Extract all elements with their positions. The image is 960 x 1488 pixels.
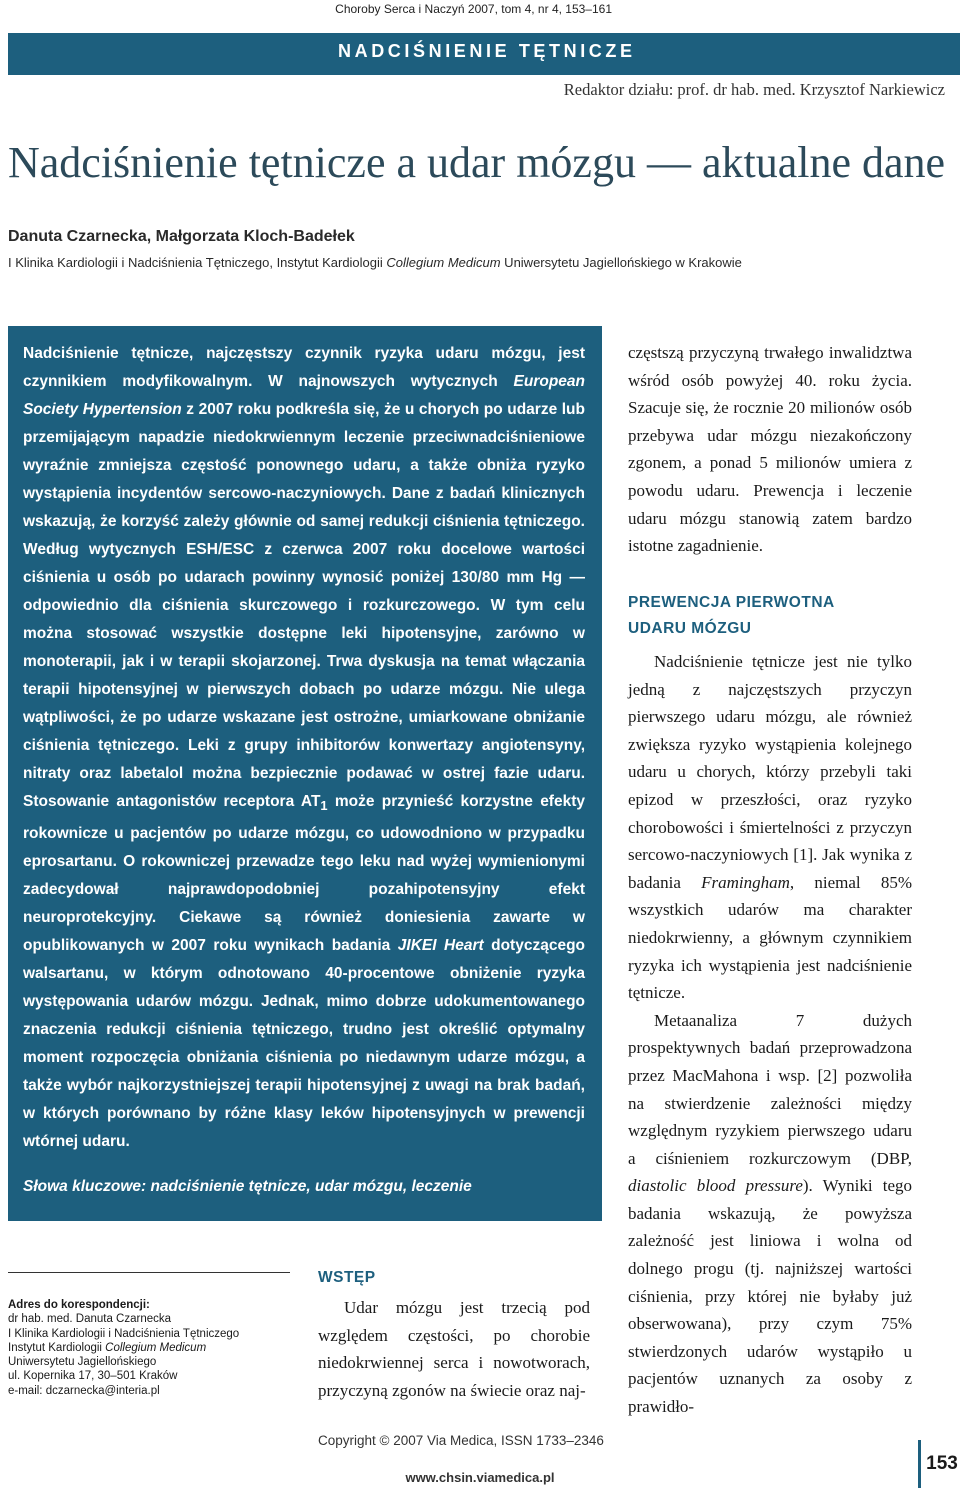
right-paragraph [628,648,912,1007]
divider [8,1272,290,1273]
copyright: Copyright © 2007 Via Medica, ISSN 1733–2346 [318,1433,604,1448]
correspondence-line: dr hab. med. Danuta Czarnecka [8,1313,172,1326]
abstract-part: Nadciśnienie tętnicze, najczęstszy czynnik ryzyka udaru mózgu, jest czynnikiem modyfikowalnym. W najnowszych wytycznych [23,345,585,390]
right-paragraph: częstszą przyczyną trwałego inwalidztwa wśród osób powyżej 40. roku życia. Szacuje się, że rocznie 20 milionów osób przebywa udar mózgu niezakończony zgonem, a ponad 5 milionów umiera z powodu udaru. Prewencja i leczenie udaru mózgu stanowią zatem bardzo istotne zagadnienie. [628,343,912,556]
intro-text [318,1294,590,1404]
correspondence-line: Uniwersytetu Jagiellońskiego [8,1356,157,1369]
correspondence-line: ul. Kopernika 17, 30–501 Kraków [8,1370,178,1383]
right-column-body [628,648,912,1421]
right-paragraph-text: Metaanaliza 7 dużych prospektywnych badań przeprowadzona przez MacMahona i wsp. [2] pozwoliła na stwierdzenie zależności między względnym ryzykiem pierwszego udaru a ciśnieniem rozkurczowym (DBP, [628,1010,912,1168]
right-paragraph-text: Nadciśnienie tętnicze jest nie tylko jedną z najczęstszych przyczyn pierwszego udaru mózgu, ale również zwiększa ryzyko wystąpienia kolejnego udaru u chorych, którzy przebyli taki epizod w przeszłości, oraz ryzyko chorobowości i śmiertelności z przyczyn sercowo-naczyniowych [1]. Jak wynika z badania [628,652,912,892]
correspondence-line [8,1341,298,1355]
abstract-part: dotyczącego walsartanu, w którym odnotowano 40-procentowe obniżenie ryzyka występowania udarów mózgu. Jednak, mimo dobrze udokumentowanego znaczenia redukcji ciśnienia tętniczego, trudno jest określić optymalny moment rozpoczęcia obniżania ciśnienia po niedawnym udarze mózgu, a także wybór najkorzystniejszej terapii hipotensyjnej z uwagi na brak badań, w których porównano by różne klasy leków hipotensyjnych w prewencji wtórnej udaru. [23,937,586,1151]
abstract-subscript: 1 [320,798,328,814]
section-title: NADCIŚNIENIE TĘTNICZE [338,41,636,61]
abstract-italic: JIKEI Heart [397,937,484,955]
prevention-heading [628,590,835,642]
affiliation-italic: Collegium Medicum [386,255,501,270]
keywords: Słowa kluczowe: nadciśnienie tętnicze, udar mózgu, leczenie [23,1178,472,1195]
correspondence-heading: Adres do korespondencji: [8,1299,150,1311]
correspondence-address [8,1298,298,1398]
affiliation [8,255,742,270]
affiliation-text: I Klinika Kardiologii i Nadciśnienia Tętniczego, Instytut Kardiologii [8,255,387,270]
correspondence-email: e-mail: dczarnecka@interia.pl [8,1384,160,1397]
abstract-text [23,340,585,1156]
correspondence-line: I Klinika Kardiologii i Nadciśnienia Tętniczego [8,1327,240,1340]
website-link[interactable]: www.chsin.viamedica.pl [405,1470,555,1485]
affiliation-text-end: Uniwersytetu Jagiellońskiego w Krakowie [500,255,742,270]
prevention-heading-line: PREWENCJA PIERWOTNA [628,594,835,611]
article-title: Nadciśnienie tętnicze a udar mózgu — aktualne dane [8,138,946,187]
right-paragraph-italic: diastolic blood pressure [628,1176,803,1196]
right-paragraph [628,1007,912,1421]
right-paragraph-italic: Framingham [701,872,790,892]
intro-paragraph: Udar mózgu jest trzecią pod względem częstości, po chorobie niedokrwiennej serca i nowotworach, przyczyną zgonów na świecie oraz naj- [318,1298,590,1400]
section-editor: Redaktor działu: prof. dr hab. med. Krzysztof Narkiewicz [563,80,945,99]
correspondence-italic: Collegium Medicum [105,1341,207,1354]
intro-heading: WSTĘP [318,1269,376,1286]
authors: Danuta Czarnecka, Małgorzata Kloch-Badełek [8,228,355,245]
journal-citation: Choroby Serca i Naczyń 2007, tom 4, nr 4, 153–161 [335,2,612,16]
right-paragraph-text: ). Wyniki tego badania wskazują, że powyższa zależność jest liniowa i wolna od dolnego progu (tj. najniższej wartości ciśnienia, przy której nie byłaby już obserwowana), przy czym 75% stwierdzonych udarów wystąpiło u pacjentów uznanych za osoby z prawidło- [628,1176,912,1417]
prevention-heading-line: UDARU MÓZGU [628,620,752,637]
abstract-part: może przynieść korzystne efekty rokownicze u pacjentów po udarze mózgu, co udowodniono w przypadku eprosartanu. O rokowniczej przewadze tego leku nad wyżej wymienionymi zadecydował najprawdopodobniej pozahipotensyjny efekt neuroprotekcyjny. Ciekawe są również doniesienia zawarte w opublikowanych w 2007 roku wynikach badania [23,793,585,955]
correspondence-text: Instytut Kardiologii [8,1341,106,1354]
page-number: 153 [918,1440,960,1488]
right-column-top [628,339,912,560]
right-paragraph-text: , niemal 85% wszystkich udarów ma charakter niedokrwienny, a głównym czynnikiem ryzyka ich wystąpienia jest nadciśnienie tętnicze. [628,872,913,1003]
abstract-part: z 2007 roku podkreśla się, że u chorych po udarze lub przemijającym napadzie niedokrwiennym leczenie przeciwnadciśnieniowe wyraźnie zmniejsza częstość ponownego udaru, a także obniża ryzyko wystąpienia incydentów sercowo-naczyniowych. Dane z badań klinicznych wskazują, że korzyść zależy głównie od samej redukcji ciśnienia tętniczego. Według wytycznych ESH/ESC z czerwca 2007 roku docelowe wartości ciśnienia u osób po udarach powinny wynosić poniżej 130/80 mm Hg — odpowiednio dla ciśnienia skurczowego i rozkurczowego. W tym celu można stosować wszystkie dostępne leki hipotensyjne, zarówno w monoterapii, jak i w terapii skojarzonej. Trwa dyskusja na temat włączania terapii hipotensyjnej w pierwszych dobach po udarze mózgu. Nie ulega wątpliwości, że po udarze wskazane jest ostrożne, umiarkowane obniżanie ciśnienia tętniczego. Leki z grupy inhibitorów konwertazy angiotensyny, nitraty oraz labetalol można bezpiecznie podawać w ostrej fazie udaru. Stosowanie antagonistów receptora AT [23,401,585,810]
abstract-italic: European Society Hypertension [23,373,585,418]
